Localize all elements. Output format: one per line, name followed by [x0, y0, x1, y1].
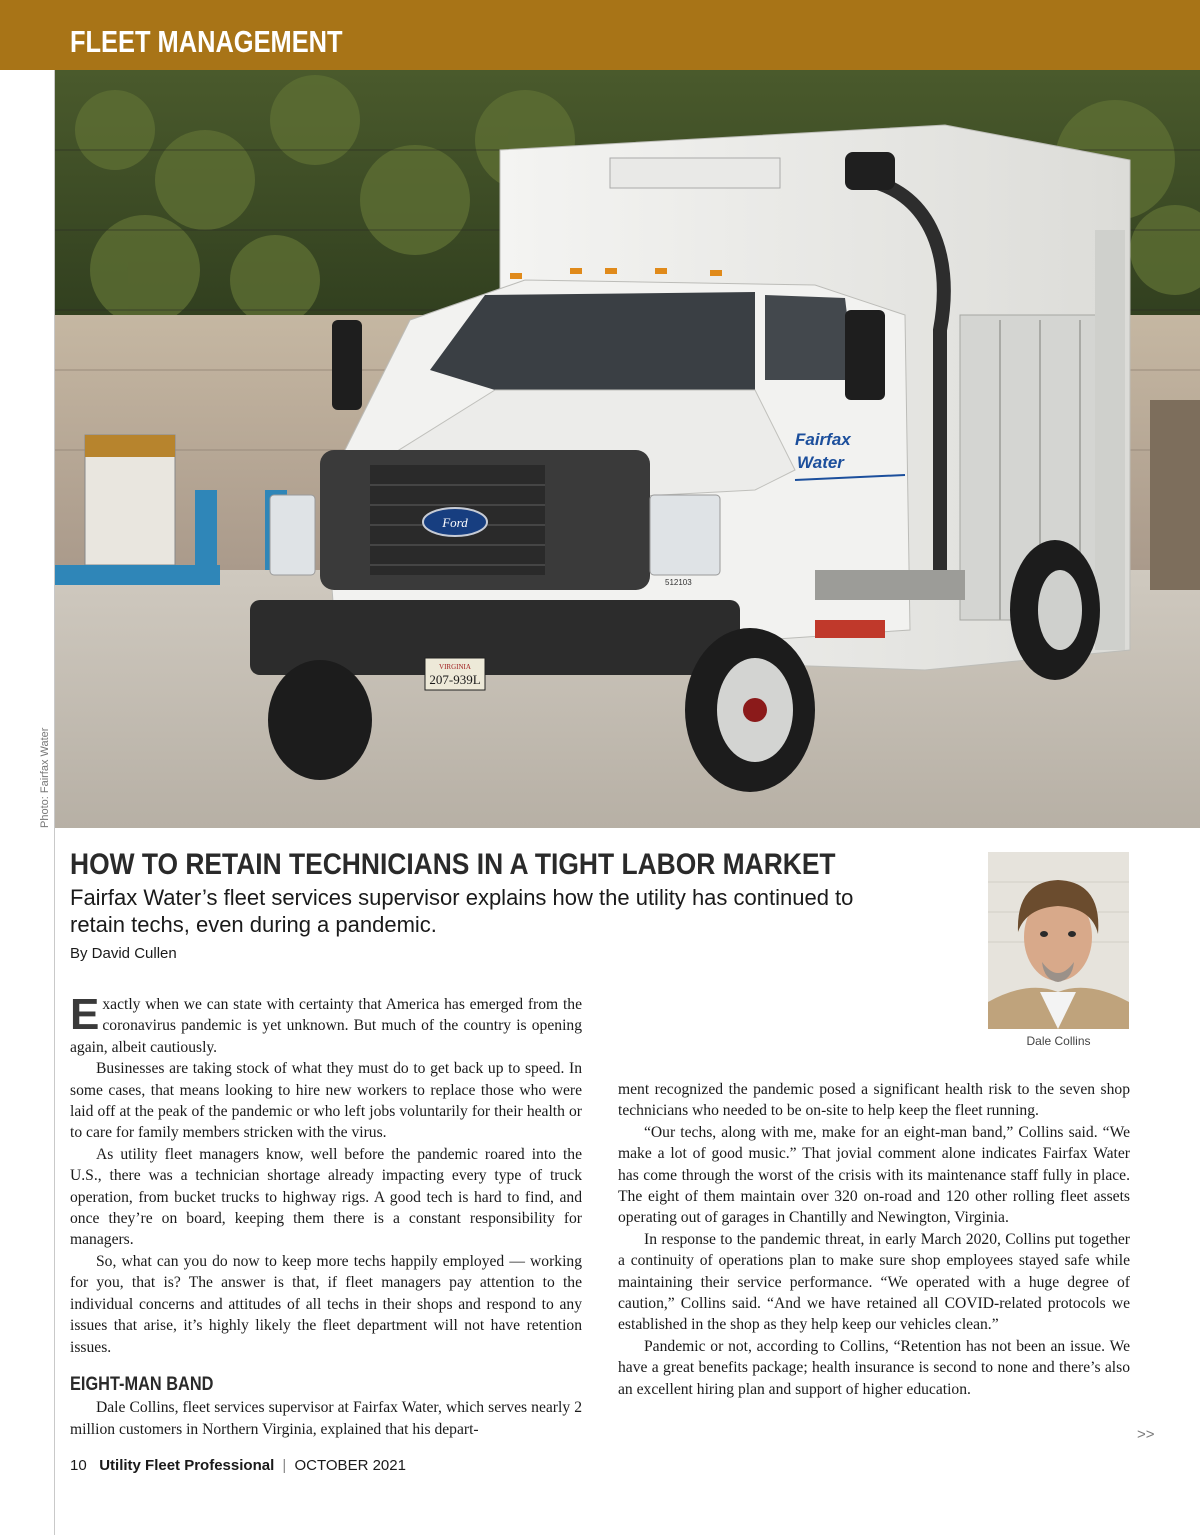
door-logo-line2: Water: [797, 453, 844, 472]
wood-fence: [1150, 400, 1200, 590]
door-logo-line1: Fairfax: [795, 430, 851, 449]
paragraph-7: “Our techs, along with me, make for an eight-man band,” Collins said. “We make a lot of good music.” That jovial comment alone indicates Fairfax Water has come through the worst of the crisis with its maintenance staff fully in place. The eight of them maintain over 320 on-road and 120 other rolling fleet assets operating out of garages in Chantilly and Newington, Virginia.: [618, 1123, 1130, 1227]
brand-badge: Ford: [442, 515, 468, 530]
plate-number: 207-939L: [429, 672, 481, 687]
page-footer: [70, 1457, 406, 1474]
page-number: 10: [70, 1457, 87, 1474]
drop-cap: E: [70, 990, 100, 1039]
article-deck: Fairfax Water’s fleet services supervisor explains how the utility has continued to retain techs, even during a pandemic.: [70, 885, 854, 937]
paragraph-4: So, what can you do now to keep more techs happily employed — working for you, that is? The answer is that, if fleet managers pay attention to the individual concerns and attitudes of all techs in their shops and respond to any issues that arise, it’s highly likely the fleet department will not have retention issues.: [70, 1252, 582, 1356]
portrait-illustration: [988, 852, 1129, 1029]
paragraph-1: [70, 990, 582, 1058]
issue-date: OCTOBER 2021: [294, 1457, 406, 1474]
article-headline: HOW TO RETAIN TECHNICIANS IN A TIGHT LABOR MARKET: [70, 848, 836, 881]
portrait-caption: Dale Collins: [1026, 1034, 1091, 1048]
paragraph-3: As utility fleet managers know, well before the pandemic roared into the U.S., there was a technician shortage already impacting every type of truck operation, from bucket trucks to highway rigs. A good tech is hard to find, and once they’re on board, keeping them there is a constant responsibility for managers.: [70, 1145, 582, 1249]
publication-name: Utility Fleet Professional: [99, 1457, 275, 1474]
footer-separator: |: [282, 1457, 287, 1474]
article-byline: By David Cullen: [70, 945, 177, 962]
portrait-photo: [988, 852, 1129, 1029]
truck-illustration: [55, 70, 1200, 828]
continue-marker: >>: [1137, 1426, 1155, 1443]
paragraph-5: Dale Collins, fleet services supervisor at Fairfax Water, which serves nearly 2 million customers in Northern Virginia, explained that his depart-: [70, 1399, 582, 1438]
subhead: EIGHT-MAN BAND: [70, 1373, 214, 1395]
plate-state: VIRGINIA: [439, 663, 471, 671]
paragraph-6: ment recognized the pandemic posed a significant health risk to the seven shop technicians who needed to be on-site to help keep the fleet running.: [618, 1081, 1130, 1120]
section-label: FLEET MANAGEMENT: [70, 24, 343, 59]
paragraph-8: In response to the pandemic threat, in early March 2020, Collins put together a continuity of operations plan to make sure shop employees stayed safe while maintaining their service performance. “We operated with a huge degree of caution,” Collins said. “And we have retained all COVID-related protocols we established in the shop as they help keep our vehicles clean.”: [618, 1230, 1130, 1334]
paragraph-9: Pandemic or not, according to Collins, “Retention has not been an issue. We have a great benefits package; health insurance is second to none and there’s also an excellent hiring plan and support of higher education.: [618, 1337, 1130, 1398]
unit-number: 512103: [665, 578, 692, 587]
photo-credit: Photo: Fairfax Water: [39, 727, 51, 828]
article-column-2: [618, 1079, 1130, 1400]
paragraph-1-text: xactly when we can state with certainty that America has emerged from the coronavirus pandemic is yet unknown. But much of the country is opening again, albeit cautiously.: [70, 996, 582, 1056]
section-header-bar: [0, 0, 1200, 70]
hero-photo: [55, 70, 1200, 828]
paragraph-2: Businesses are taking stock of what they must do to get back up to speed. In some cases, that means looking to hire new workers to replace those who were laid off at the peak of the pandemic or who left jobs voluntarily for their health or to care for family members stricken with the virus.: [70, 1060, 582, 1142]
truck-cab: [250, 268, 965, 690]
article-column-1: [70, 990, 582, 1440]
